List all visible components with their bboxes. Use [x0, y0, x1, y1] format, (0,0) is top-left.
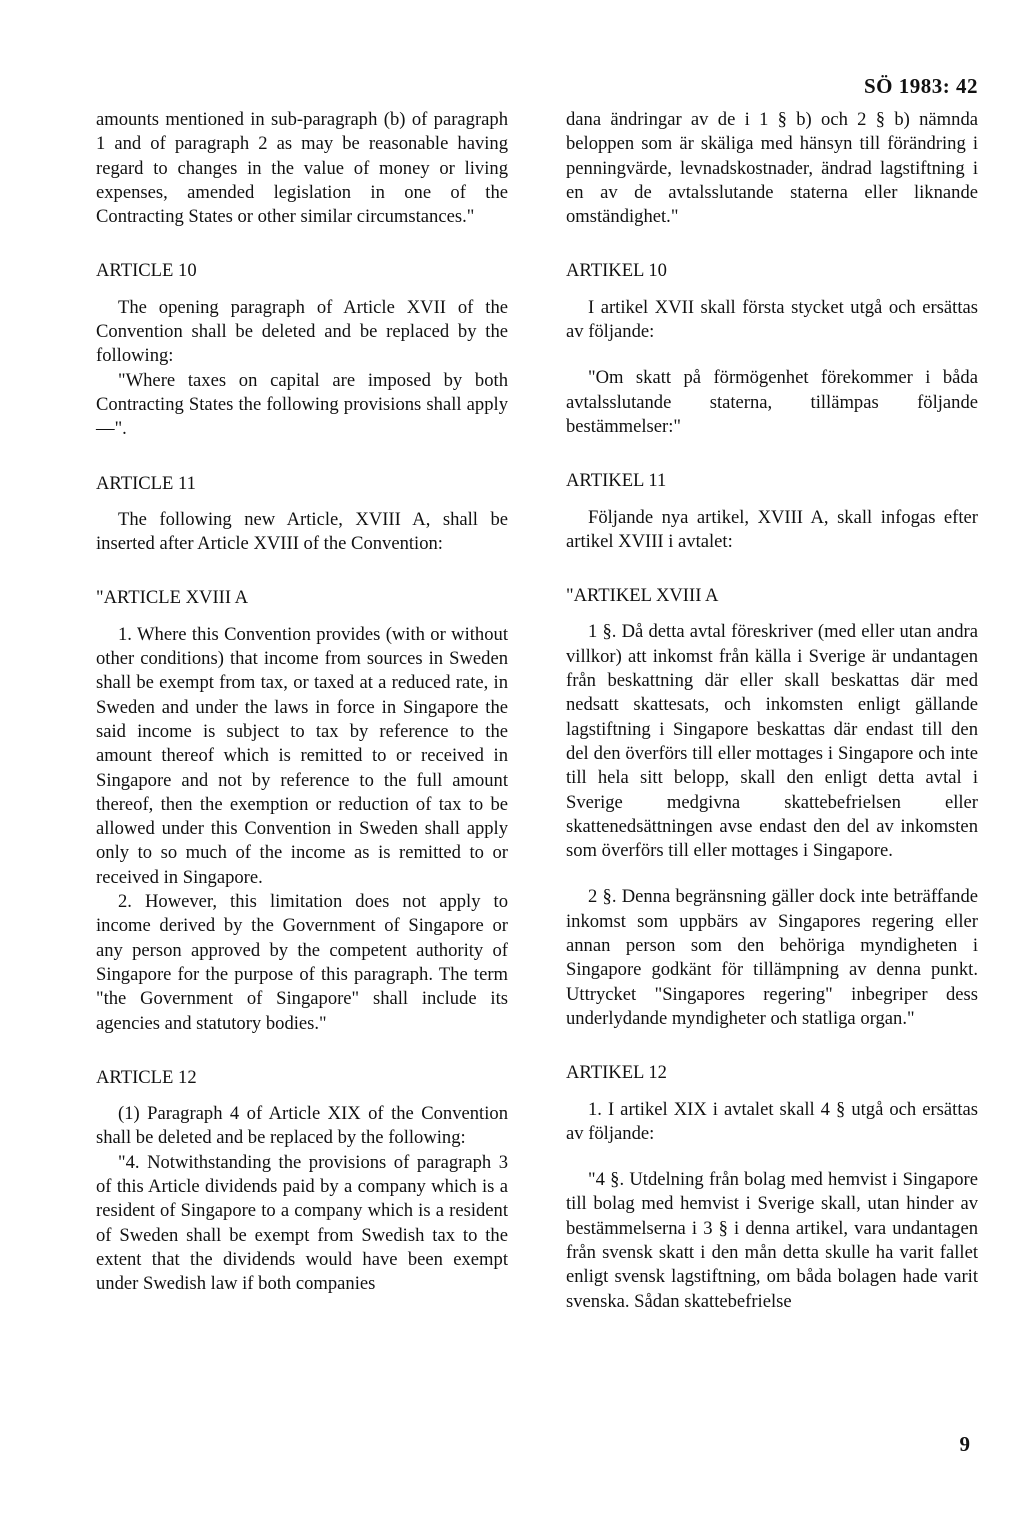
sv-intro-paragraph: dana ändringar av de i 1 § b) och 2 § b) nämnda beloppen som är skäliga med hänsyn till förändring i penningvärde, levnadskostnader, ändrad lagstiftning i en av de avtalsslutande staterna eller liknande omständighet." [566, 109, 978, 228]
sv-article-11-heading: ARTIKEL 11 [566, 470, 667, 492]
sv-article-12-heading: ARTIKEL 12 [566, 1062, 667, 1084]
en-article-11-paragraph-1: The following new Article, XVIII A, shall be inserted after Article XVIII of the Convention: [96, 508, 508, 555]
en-article-18a-heading: "ARTICLE XVIII A [96, 587, 249, 609]
en-article-18a-paragraph-1: 1. Where this Convention provides (with or without other conditions) that income from sources in Sweden shall be exempt from tax, or taxed at a reduced rate, in Sweden and under the laws in force in Singapore the said income is subject to tax by reference to the amount thereof which is remitted to or received in Singapore and not by reference to the full amount thereof, then the exemption or reduction of tax to be allowed under this Convention in Sweden shall apply only to so much of the income as is remitted to or received in Singapore. [96, 623, 508, 888]
english-column [96, 108, 508, 1296]
sv-article-18a-paragraph-2: 2 §. Denna begränsning gäller dock inte beträffande inkomst som uppbärs av Singapores regering eller annan person som den behöriga myndigheten i Singapore godkänt för tillämpning av denna punkt. Uttrycket "Singapores regering" inbegriper dess underlydande myndigheter och statliga organ." [566, 886, 978, 1029]
en-article-12-paragraph-2: "4. Notwithstanding the provisions of paragraph 3 of this Article dividends paid by a company which is a resident of Singapore to a company which is a resident of Sweden shall be exempt from Swedish tax to the extent that the dividends would have been exempt under Swedish law if both companies [96, 1151, 508, 1295]
en-article-11-heading: ARTICLE 11 [96, 472, 196, 494]
page-number: 9 [959, 1432, 970, 1456]
sv-article-11-paragraph-1: Följande nya artikel, XVIII A, skall infogas efter artikel XVIII i avtalet: [566, 506, 978, 552]
document-reference: SÖ 1983: 42 [863, 74, 978, 98]
sv-article-18a-paragraph-1: 1 §. Då detta avtal föreskriver (med eller utan andra villkor) att inkomst från källa i Sverige är undantagen från beskattning där eller skall beskattas där med nedsatt skattesats, och inkomsten enligt gällande lagstiftning i Singapore beskattas där endast till den del den överförs till eller mottages i Singapore och inte till hela sitt belopp, skall den enligt detta avtal i Sverige medgivna skattebefrielsen eller skattenedsättningen avse endast den del av inkomsten som överförs till eller mottages i Singapore. [566, 621, 978, 862]
sv-article-18a-heading: "ARTIKEL XVIII A [566, 585, 719, 607]
swedish-column [566, 108, 978, 1314]
sv-article-10-heading: ARTIKEL 10 [566, 260, 667, 282]
sv-article-10-paragraph-1: I artikel XVII skall första stycket utgå och ersättas av följande: [566, 296, 978, 343]
en-intro-paragraph: amounts mentioned in sub-paragraph (b) of paragraph 1 and of paragraph 2 as may be reasonable having regard to changes in the value of money or living expenses, amended legislation in one of the Contracting States or other similar circumstances." [96, 109, 508, 228]
sv-article-12-paragraph-2: "4 §. Utdelning från bolag med hemvist i Singapore till bolag med hemvist i Sverige skall, utan hinder av bestämmelserna i 3 § i denna artikel, vara undantagen från svensk skatt i den mån detta skulle ha varit fallet enligt svensk lagstiftning, om båda bolagen hade varit svenska. Sådan skattebefrielse [566, 1169, 978, 1312]
en-article-10-paragraph-1: The opening paragraph of Article XVII of the Convention shall be deleted and be replaced by the following: [96, 296, 508, 367]
en-article-12-paragraph-1: (1) Paragraph 4 of Article XIX of the Convention shall be deleted and be replaced by the following: [96, 1103, 508, 1149]
en-article-12-heading: ARTICLE 12 [96, 1066, 197, 1088]
en-article-10-paragraph-2: "Where taxes on capital are imposed by both Contracting States the following provisions shall apply —". [96, 369, 508, 440]
sv-article-12-paragraph-1: 1. I artikel XIX i avtalet skall 4 § utgå och ersättas av följande: [566, 1098, 978, 1144]
en-article-10-heading: ARTICLE 10 [96, 260, 197, 282]
en-article-18a-paragraph-2: 2. However, this limitation does not apply to income derived by the Government of Singapore or any person approved by the competent authority of Singapore for the purpose of this paragraph. The term "the Government of Singapore" shall include its agencies and statutory bodies." [96, 891, 508, 1034]
sv-article-10-paragraph-2: "Om skatt på förmögenhet förekommer i båda avtalsslutande staterna, tillämpas följande bestämmelser:" [566, 367, 978, 437]
